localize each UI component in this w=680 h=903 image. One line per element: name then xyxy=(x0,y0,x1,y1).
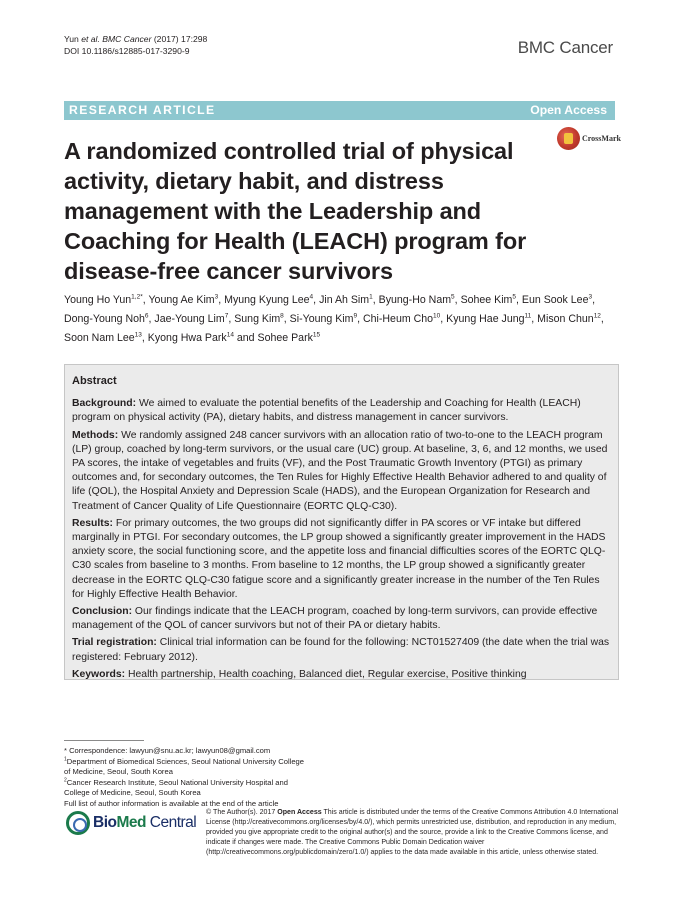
author-name[interactable]: Sohee Kim$^5$ xyxy=(460,293,517,306)
citation-authors: Yun xyxy=(64,34,79,44)
crossmark-badge[interactable] xyxy=(557,125,619,153)
biomed-central-wordmark: BioMed Central xyxy=(93,814,197,831)
author-name[interactable]: Young Ae Kim$^3$ xyxy=(148,293,219,306)
author-footnotes xyxy=(64,746,309,810)
doi[interactable]: DOI 10.1186/s12885-017-3290-9 xyxy=(64,46,190,56)
journal-name: BMC Cancer xyxy=(517,38,613,57)
citation-journal: BMC Cancer xyxy=(102,34,152,44)
author-name[interactable]: Mison Chun$^{12}$ xyxy=(537,312,601,325)
author-affiliation-marker: 8 xyxy=(280,312,284,320)
author-name[interactable]: Dong-Young Noh$^6$ xyxy=(64,312,149,325)
affiliation-2: $^2$Cancer Research Institute, Seoul National University Hospital and College of Medicine, Seoul, South Korea xyxy=(64,777,288,798)
article-type: RESEARCH ARTICLE xyxy=(69,103,216,117)
authors-and: and xyxy=(236,332,255,344)
abstract-trial-registration: Trial registration: Clinical trial information can be found for the following: NCT01527409 (the date when the trial was registered: February 2012). xyxy=(72,637,610,663)
author-name[interactable]: Sohee Park$^{15}$ xyxy=(257,331,321,344)
citation-volume: (2017) 17:298 xyxy=(151,34,208,44)
abstract-methods: Methods: We randomly assigned 248 cancer survivors with an allocation ratio of two-to-one to the LEACH program (LP) group, coached by long-term survivors, or the usual care (UC) group. At baseline, 3, 6, and 12 months, we used PA scores, the intake of vegetables and fruits (VF), and the Post Traumatic Growth Inventory (PTGI) as primary outcomes and, for secondary outcomes, the Ten Rules for Highly Effective Health Behavior adhered to and quality of life (QOL), the Hospital Anxiety and Depression Scale (HADS), and the European Organization for Research and Treatment of Cancer Quality of Life Questionnaire (EORTC QLQ-C30). xyxy=(72,429,608,512)
author-name[interactable]: Chi-Heum Cho$^{10}$ xyxy=(362,312,441,325)
author-name[interactable]: Myung Kyung Lee$^4$ xyxy=(224,293,314,306)
affiliation-1: $^1$Department of Biomedical Sciences, Seoul National University College of Medicine, Seoul, South Korea xyxy=(64,756,304,777)
author-affiliation-marker: 7 xyxy=(224,312,229,320)
abstract-box xyxy=(64,364,619,680)
author-name[interactable]: Kyung Hae Jung$^{11}$ xyxy=(446,312,532,325)
open-access-label: Open Access xyxy=(530,103,607,117)
correspondence-note: * Correspondence: lawyun@snu.ac.kr; lawyun08@gmail.com xyxy=(64,746,271,755)
abstract-keywords: Keywords: Health partnership, Health coaching, Balanced diet, Regular exercise, Positive thinking xyxy=(72,668,527,680)
author-affiliation-marker: 12 xyxy=(593,312,601,320)
author-name[interactable]: Kyong Hwa Park$^{14}$ xyxy=(147,331,234,344)
author-affiliation-marker: 9 xyxy=(353,312,358,320)
article-title: A randomized controlled trial of physical activity, dietary habit, and distress management with the Leadership and Coaching for Health (LEACH) program for disease-free cancer survivors xyxy=(64,138,527,284)
author-affiliation-marker: 13 xyxy=(134,331,142,339)
crossmark-label: CrossMark xyxy=(582,134,621,143)
author-list: Young Ho Yun$^{1,2*}$, Young Ae Kim$^3$, Myung Kyung Lee$^4$, Jin Ah Sim$^1$, Byung-Ho Nam$^5$, Sohee Kim$^5$, Eun Sook Lee$^3$, Dong-Young Noh$^6$, Jae-Young Lim$^7$, Sung Kim$^8$, Si-Young Kim$^9$, Chi-Heum Cho$^{10}$, Kyung Hae Jung$^{11}$, Mison Chun$^{12}$, Soon Nam Lee$^{13}$, Kyong Hwa Park$^{14}$ and Sohee Park$^{15}$ xyxy=(64,293,604,344)
biomed-central-logo xyxy=(64,808,197,848)
author-name[interactable]: Jin Ah Sim$^1$ xyxy=(319,293,373,306)
author-affiliation-marker: 10 xyxy=(433,312,441,320)
author-name[interactable]: Si-Young Kim$^9$ xyxy=(289,312,358,325)
author-affiliation-marker: 11 xyxy=(524,312,532,320)
author-affiliation-marker: 6 xyxy=(144,312,149,320)
author-affiliation-marker: 1,2* xyxy=(131,293,143,301)
author-name[interactable]: Byung-Ho Nam$^5$ xyxy=(378,293,455,306)
abstract-conclusion: Conclusion: Our findings indicate that the LEACH program, coached by long-term survivors, can provide effective management of the QOL of cancer survivors but not of their PA or dietary habits. xyxy=(72,606,598,632)
author-affiliation-marker: 14 xyxy=(226,331,234,339)
author-affiliation-marker: 3 xyxy=(588,293,593,301)
author-name[interactable]: Sung Kim$^8$ xyxy=(234,312,284,325)
author-affiliation-marker: 5 xyxy=(451,293,455,301)
citation-line xyxy=(64,33,207,45)
citation-header xyxy=(64,33,207,57)
author-name[interactable]: Soon Nam Lee$^{13}$ xyxy=(64,331,142,344)
abstract-results: Results: For primary outcomes, the two groups did not significantly differ in PA scores or VF intake but differed marginally in PTGI. For secondary outcomes, the LP group showed a significantly greater improvement in the HADS anxiety score, the social functioning score, and the appetite loss and financial difficulties scores of the EORTC QLQ-C30 scales from baseline to 3 months. From baseline to 12 months, the LP group showed a significantly greater decrease in the EORTC QLQ-C30 fatigue score and a significantly greater increase in the number of the Ten Rules for Highly Effective Health Behavior. xyxy=(72,517,606,600)
author-name[interactable]: Young Ho Yun$^{1,2*}$ xyxy=(64,293,143,306)
crossmark-icon xyxy=(557,127,580,150)
more-affiliations-note: Full list of author information is available at the end of the article xyxy=(64,798,279,808)
license-statement: © The Author(s). 2017 Open Access This article is distributed under the terms of the Creative Commons Attribution 4.0 International License (http://creativecommons.org/licenses/by/4.0/), which permits unrestricted use, distribution, and reproduction in any medium, provided you give appropriate credit to the original author(s) and the source, provide a link to the Creative Commons license, and indicate if changes were made. The Creative Commons Public Domain Dedication waiver (http://creativecommons.org/publicdomain/zero/1.0/) applies to the data made available in this article, unless otherwise stated. xyxy=(206,809,619,857)
author-affiliation-marker: 3 xyxy=(214,293,219,301)
author-affiliation-marker: 4 xyxy=(309,293,314,301)
biomed-central-icon xyxy=(66,811,90,835)
author-name[interactable]: Eun Sook Lee$^3$ xyxy=(521,293,593,306)
author-affiliation-marker: 15 xyxy=(312,331,321,339)
abstract-background: Background: We aimed to evaluate the potential benefits of the Leadership and Coaching for Health (LEACH) program on physical activity (PA), dietary habits, and distress management in cancer survivors. xyxy=(72,398,581,424)
abstract-heading: Abstract xyxy=(72,375,117,387)
author-affiliation-marker: 1 xyxy=(369,293,373,301)
author-affiliation-marker: 5 xyxy=(512,293,517,301)
citation-etal: et al. xyxy=(81,34,100,44)
footnote-divider xyxy=(64,740,144,741)
author-name[interactable]: Jae-Young Lim$^7$ xyxy=(154,312,229,325)
article-type-banner xyxy=(64,101,615,120)
